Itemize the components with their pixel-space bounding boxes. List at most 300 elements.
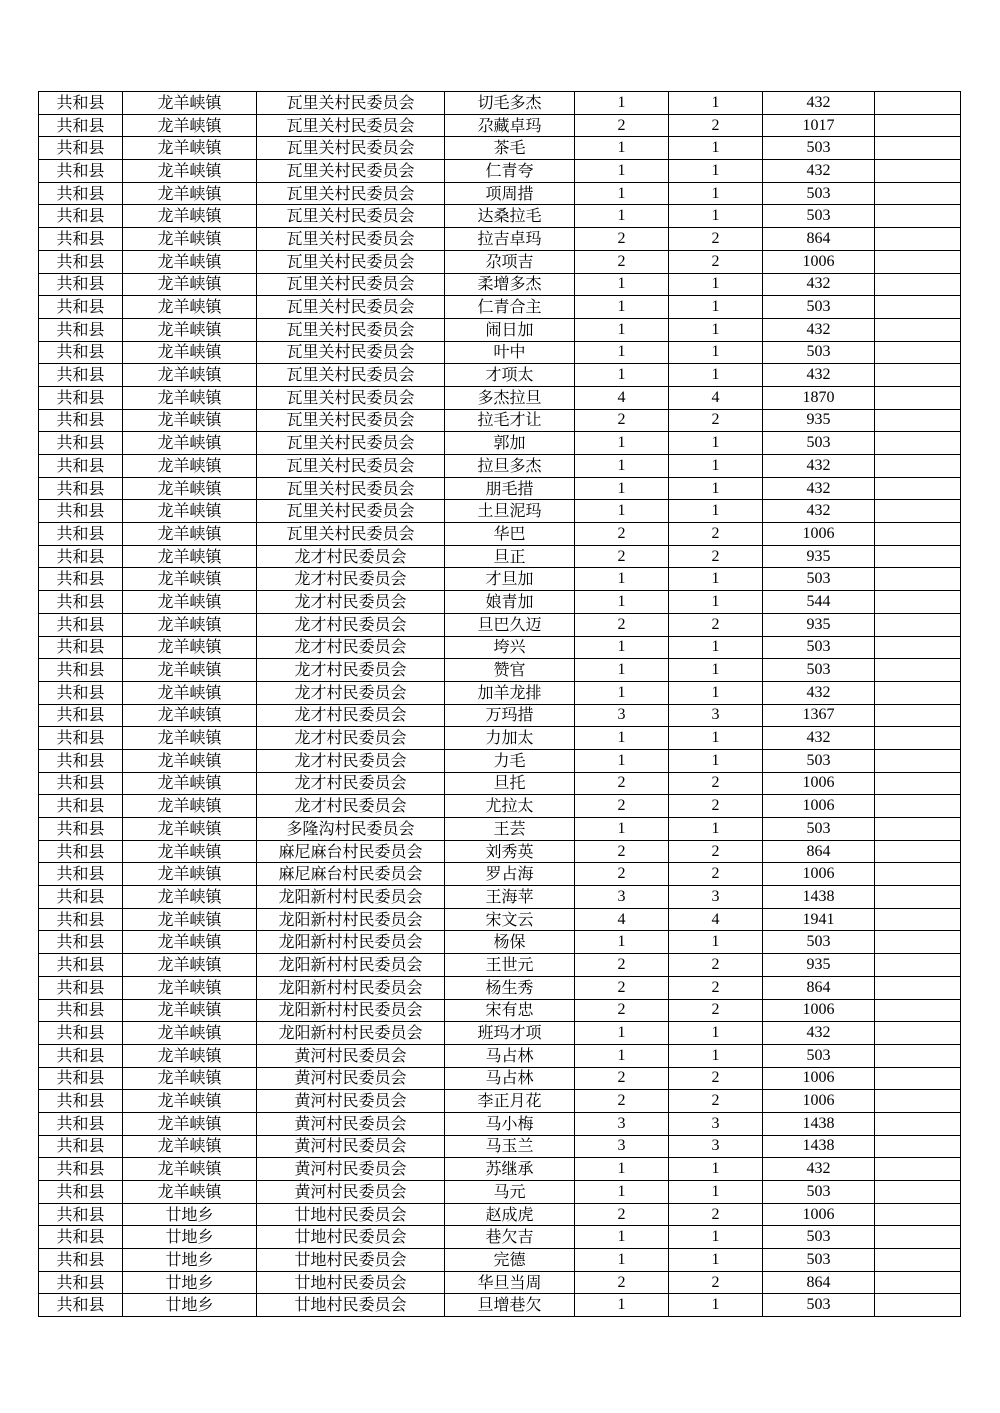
cell-name: 拉毛才让 (445, 409, 575, 432)
cell-county: 共和县 (39, 205, 123, 228)
cell-persons_b: 1 (669, 1181, 763, 1204)
cell-village: 瓦里关村民委员会 (257, 318, 445, 341)
cell-persons_b: 1 (669, 727, 763, 750)
cell-note (875, 1249, 961, 1272)
cell-persons_a: 2 (575, 976, 669, 999)
cell-persons_b: 1 (669, 1022, 763, 1045)
cell-amount: 1006 (763, 1067, 875, 1090)
cell-township: 龙羊峡镇 (123, 205, 257, 228)
cell-township: 龙羊峡镇 (123, 772, 257, 795)
cell-persons_a: 3 (575, 886, 669, 909)
cell-township: 龙羊峡镇 (123, 160, 257, 183)
cell-county: 共和县 (39, 1271, 123, 1294)
cell-amount: 544 (763, 591, 875, 614)
table-row (39, 636, 961, 659)
cell-name: 朋毛措 (445, 477, 575, 500)
cell-amount: 864 (763, 976, 875, 999)
cell-persons_b: 2 (669, 613, 763, 636)
cell-note (875, 749, 961, 772)
cell-note (875, 1158, 961, 1181)
cell-note (875, 613, 961, 636)
cell-persons_a: 1 (575, 455, 669, 478)
cell-persons_a: 2 (575, 545, 669, 568)
cell-persons_b: 2 (669, 863, 763, 886)
cell-village: 瓦里关村民委员会 (257, 160, 445, 183)
cell-persons_a: 1 (575, 477, 669, 500)
table-row (39, 500, 961, 523)
cell-amount: 1006 (763, 1090, 875, 1113)
cell-township: 龙羊峡镇 (123, 1112, 257, 1135)
cell-village: 瓦里关村民委员会 (257, 523, 445, 546)
cell-persons_b: 1 (669, 432, 763, 455)
cell-village: 龙阳新村村民委员会 (257, 976, 445, 999)
cell-amount: 1438 (763, 886, 875, 909)
cell-village: 龙才村民委员会 (257, 613, 445, 636)
cell-village: 瓦里关村民委员会 (257, 341, 445, 364)
cell-county: 共和县 (39, 568, 123, 591)
cell-name: 巷欠吉 (445, 1226, 575, 1249)
cell-county: 共和县 (39, 137, 123, 160)
table-row (39, 114, 961, 137)
cell-note (875, 591, 961, 614)
cell-persons_a: 3 (575, 1112, 669, 1135)
cell-county: 共和县 (39, 364, 123, 387)
cell-persons_b: 2 (669, 523, 763, 546)
table-row (39, 591, 961, 614)
cell-note (875, 1271, 961, 1294)
cell-county: 共和县 (39, 772, 123, 795)
cell-county: 共和县 (39, 863, 123, 886)
cell-amount: 503 (763, 636, 875, 659)
cell-county: 共和县 (39, 296, 123, 319)
table-row (39, 1112, 961, 1135)
cell-village: 瓦里关村民委员会 (257, 500, 445, 523)
cell-village: 龙才村民委员会 (257, 727, 445, 750)
cell-village: 龙才村民委员会 (257, 568, 445, 591)
cell-note (875, 954, 961, 977)
cell-township: 龙羊峡镇 (123, 182, 257, 205)
cell-village: 麻尼麻台村民委员会 (257, 863, 445, 886)
table-row (39, 999, 961, 1022)
cell-amount: 432 (763, 455, 875, 478)
cell-note (875, 114, 961, 137)
table-row (39, 92, 961, 115)
cell-township: 龙羊峡镇 (123, 749, 257, 772)
cell-township: 龙羊峡镇 (123, 296, 257, 319)
cell-county: 共和县 (39, 545, 123, 568)
cell-note (875, 341, 961, 364)
cell-village: 瓦里关村民委员会 (257, 92, 445, 115)
cell-amount: 503 (763, 818, 875, 841)
table-row (39, 568, 961, 591)
cell-persons_b: 4 (669, 386, 763, 409)
cell-persons_a: 1 (575, 1294, 669, 1317)
cell-persons_a: 2 (575, 1090, 669, 1113)
cell-note (875, 999, 961, 1022)
cell-village: 瓦里关村民委员会 (257, 432, 445, 455)
cell-persons_a: 1 (575, 182, 669, 205)
cell-note (875, 568, 961, 591)
cell-amount: 1017 (763, 114, 875, 137)
cell-persons_b: 1 (669, 273, 763, 296)
table-row (39, 182, 961, 205)
cell-persons_a: 2 (575, 1067, 669, 1090)
cell-county: 共和县 (39, 659, 123, 682)
cell-amount: 1006 (763, 523, 875, 546)
cell-persons_a: 2 (575, 795, 669, 818)
cell-persons_b: 4 (669, 908, 763, 931)
cell-township: 龙羊峡镇 (123, 341, 257, 364)
cell-name: 完德 (445, 1249, 575, 1272)
cell-amount: 1006 (763, 1203, 875, 1226)
cell-village: 麻尼麻台村民委员会 (257, 840, 445, 863)
cell-township: 龙羊峡镇 (123, 1022, 257, 1045)
cell-township: 龙羊峡镇 (123, 591, 257, 614)
cell-persons_b: 2 (669, 409, 763, 432)
cell-persons_b: 1 (669, 931, 763, 954)
cell-note (875, 386, 961, 409)
table-row (39, 545, 961, 568)
cell-persons_b: 1 (669, 818, 763, 841)
cell-county: 共和县 (39, 591, 123, 614)
cell-township: 龙羊峡镇 (123, 432, 257, 455)
cell-persons_a: 1 (575, 160, 669, 183)
cell-village: 黄河村民委员会 (257, 1158, 445, 1181)
cell-amount: 935 (763, 409, 875, 432)
cell-township: 龙羊峡镇 (123, 681, 257, 704)
cell-persons_b: 1 (669, 160, 763, 183)
cell-note (875, 1044, 961, 1067)
cell-name: 尕藏卓玛 (445, 114, 575, 137)
cell-note (875, 659, 961, 682)
cell-persons_a: 1 (575, 137, 669, 160)
cell-persons_a: 2 (575, 228, 669, 251)
records-table (38, 91, 961, 1317)
cell-persons_a: 1 (575, 591, 669, 614)
cell-name: 郭加 (445, 432, 575, 455)
cell-village: 黄河村民委员会 (257, 1135, 445, 1158)
cell-persons_a: 1 (575, 568, 669, 591)
cell-persons_a: 1 (575, 92, 669, 115)
cell-name: 达桑拉毛 (445, 205, 575, 228)
table-row (39, 659, 961, 682)
cell-village: 瓦里关村民委员会 (257, 409, 445, 432)
cell-county: 共和县 (39, 228, 123, 251)
cell-county: 共和县 (39, 160, 123, 183)
cell-amount: 503 (763, 659, 875, 682)
table-row (39, 386, 961, 409)
cell-persons_a: 1 (575, 931, 669, 954)
table-row (39, 795, 961, 818)
cell-amount: 432 (763, 477, 875, 500)
cell-persons_b: 1 (669, 500, 763, 523)
cell-name: 柔增多杰 (445, 273, 575, 296)
cell-village: 廿地村民委员会 (257, 1271, 445, 1294)
cell-name: 王芸 (445, 818, 575, 841)
cell-persons_b: 3 (669, 1135, 763, 1158)
cell-township: 龙羊峡镇 (123, 999, 257, 1022)
table-row (39, 681, 961, 704)
cell-amount: 432 (763, 364, 875, 387)
cell-township: 龙羊峡镇 (123, 636, 257, 659)
cell-persons_a: 1 (575, 1181, 669, 1204)
cell-township: 龙羊峡镇 (123, 92, 257, 115)
cell-name: 赞官 (445, 659, 575, 682)
cell-name: 李正月花 (445, 1090, 575, 1113)
cell-county: 共和县 (39, 1294, 123, 1317)
cell-name: 尤拉太 (445, 795, 575, 818)
cell-name: 旦正 (445, 545, 575, 568)
table-row (39, 1158, 961, 1181)
cell-county: 共和县 (39, 840, 123, 863)
cell-name: 马玉兰 (445, 1135, 575, 1158)
table-row (39, 1271, 961, 1294)
cell-township: 龙羊峡镇 (123, 409, 257, 432)
cell-name: 杨生秀 (445, 976, 575, 999)
cell-note (875, 727, 961, 750)
cell-name: 旦托 (445, 772, 575, 795)
table-row (39, 1022, 961, 1045)
cell-note (875, 228, 961, 251)
cell-persons_a: 1 (575, 205, 669, 228)
cell-note (875, 1135, 961, 1158)
table-row (39, 613, 961, 636)
cell-township: 龙羊峡镇 (123, 545, 257, 568)
cell-township: 龙羊峡镇 (123, 1181, 257, 1204)
cell-persons_a: 1 (575, 341, 669, 364)
cell-note (875, 432, 961, 455)
cell-persons_b: 2 (669, 228, 763, 251)
table-row (39, 772, 961, 795)
cell-persons_b: 1 (669, 137, 763, 160)
cell-name: 杨保 (445, 931, 575, 954)
cell-note (875, 908, 961, 931)
cell-county: 共和县 (39, 886, 123, 909)
cell-persons_a: 3 (575, 704, 669, 727)
cell-county: 共和县 (39, 999, 123, 1022)
cell-note (875, 500, 961, 523)
cell-township: 龙羊峡镇 (123, 704, 257, 727)
cell-county: 共和县 (39, 386, 123, 409)
cell-persons_a: 1 (575, 749, 669, 772)
cell-persons_b: 3 (669, 704, 763, 727)
table-row (39, 273, 961, 296)
cell-county: 共和县 (39, 636, 123, 659)
cell-persons_b: 1 (669, 591, 763, 614)
table-row (39, 886, 961, 909)
cell-note (875, 976, 961, 999)
cell-amount: 864 (763, 228, 875, 251)
cell-village: 瓦里关村民委员会 (257, 273, 445, 296)
cell-county: 共和县 (39, 1181, 123, 1204)
table-row (39, 1090, 961, 1113)
cell-note (875, 1022, 961, 1045)
cell-county: 共和县 (39, 523, 123, 546)
cell-village: 龙才村民委员会 (257, 772, 445, 795)
cell-township: 龙羊峡镇 (123, 863, 257, 886)
cell-county: 共和县 (39, 1090, 123, 1113)
cell-county: 共和县 (39, 704, 123, 727)
cell-township: 龙羊峡镇 (123, 455, 257, 478)
cell-persons_b: 1 (669, 296, 763, 319)
cell-village: 龙阳新村村民委员会 (257, 954, 445, 977)
cell-persons_a: 1 (575, 1044, 669, 1067)
cell-note (875, 1226, 961, 1249)
cell-note (875, 795, 961, 818)
cell-township: 龙羊峡镇 (123, 273, 257, 296)
cell-amount: 503 (763, 296, 875, 319)
cell-name: 尕项吉 (445, 250, 575, 273)
cell-note (875, 1112, 961, 1135)
cell-name: 加羊龙排 (445, 681, 575, 704)
cell-note (875, 1203, 961, 1226)
cell-amount: 503 (763, 568, 875, 591)
cell-persons_a: 1 (575, 727, 669, 750)
table-row (39, 250, 961, 273)
cell-township: 龙羊峡镇 (123, 886, 257, 909)
table-row (39, 818, 961, 841)
cell-village: 廿地村民委员会 (257, 1249, 445, 1272)
table-row (39, 1044, 961, 1067)
cell-village: 龙才村民委员会 (257, 659, 445, 682)
cell-name: 土旦泥玛 (445, 500, 575, 523)
cell-amount: 503 (763, 205, 875, 228)
cell-county: 共和县 (39, 455, 123, 478)
table-row (39, 931, 961, 954)
cell-amount: 1006 (763, 795, 875, 818)
cell-county: 共和县 (39, 976, 123, 999)
cell-amount: 432 (763, 160, 875, 183)
cell-village: 瓦里关村民委员会 (257, 114, 445, 137)
table-body (39, 92, 961, 1317)
cell-township: 龙羊峡镇 (123, 1067, 257, 1090)
cell-name: 班玛才项 (445, 1022, 575, 1045)
cell-county: 共和县 (39, 727, 123, 750)
cell-amount: 1006 (763, 863, 875, 886)
cell-township: 龙羊峡镇 (123, 1044, 257, 1067)
cell-township: 龙羊峡镇 (123, 1090, 257, 1113)
cell-county: 共和县 (39, 613, 123, 636)
table-row (39, 1249, 961, 1272)
cell-township: 龙羊峡镇 (123, 613, 257, 636)
cell-township: 龙羊峡镇 (123, 318, 257, 341)
cell-name: 闹日加 (445, 318, 575, 341)
cell-persons_b: 2 (669, 250, 763, 273)
cell-persons_b: 2 (669, 1271, 763, 1294)
cell-name: 力毛 (445, 749, 575, 772)
cell-village: 黄河村民委员会 (257, 1044, 445, 1067)
cell-name: 王世元 (445, 954, 575, 977)
cell-note (875, 704, 961, 727)
cell-persons_b: 2 (669, 772, 763, 795)
table-row (39, 1203, 961, 1226)
cell-village: 瓦里关村民委员会 (257, 296, 445, 319)
cell-persons_a: 3 (575, 1135, 669, 1158)
cell-amount: 864 (763, 840, 875, 863)
table-row (39, 228, 961, 251)
cell-note (875, 523, 961, 546)
cell-persons_b: 1 (669, 477, 763, 500)
cell-note (875, 318, 961, 341)
cell-township: 廿地乡 (123, 1294, 257, 1317)
cell-amount: 1006 (763, 772, 875, 795)
cell-persons_b: 2 (669, 795, 763, 818)
cell-name: 项周措 (445, 182, 575, 205)
cell-persons_b: 3 (669, 886, 763, 909)
cell-village: 瓦里关村民委员会 (257, 455, 445, 478)
cell-county: 共和县 (39, 1226, 123, 1249)
cell-amount: 432 (763, 92, 875, 115)
cell-persons_b: 1 (669, 318, 763, 341)
cell-persons_a: 1 (575, 1158, 669, 1181)
cell-persons_a: 4 (575, 386, 669, 409)
cell-county: 共和县 (39, 432, 123, 455)
cell-amount: 503 (763, 137, 875, 160)
table-row (39, 160, 961, 183)
cell-county: 共和县 (39, 250, 123, 273)
cell-amount: 935 (763, 613, 875, 636)
cell-persons_b: 1 (669, 364, 763, 387)
cell-persons_a: 2 (575, 840, 669, 863)
cell-name: 娘青加 (445, 591, 575, 614)
cell-persons_b: 2 (669, 1090, 763, 1113)
cell-persons_b: 1 (669, 205, 763, 228)
table-row (39, 863, 961, 886)
cell-village: 龙才村民委员会 (257, 591, 445, 614)
cell-note (875, 545, 961, 568)
table-row (39, 364, 961, 387)
cell-county: 共和县 (39, 341, 123, 364)
cell-persons_a: 2 (575, 114, 669, 137)
cell-township: 龙羊峡镇 (123, 840, 257, 863)
cell-persons_a: 1 (575, 1249, 669, 1272)
table-row (39, 727, 961, 750)
table-row (39, 318, 961, 341)
cell-amount: 1006 (763, 250, 875, 273)
cell-township: 龙羊峡镇 (123, 228, 257, 251)
cell-village: 黄河村民委员会 (257, 1181, 445, 1204)
cell-amount: 503 (763, 1226, 875, 1249)
cell-name: 垮兴 (445, 636, 575, 659)
table-row (39, 976, 961, 999)
cell-county: 共和县 (39, 273, 123, 296)
cell-county: 共和县 (39, 477, 123, 500)
cell-amount: 503 (763, 182, 875, 205)
cell-persons_b: 2 (669, 1067, 763, 1090)
cell-village: 龙阳新村村民委员会 (257, 999, 445, 1022)
cell-amount: 432 (763, 318, 875, 341)
cell-amount: 503 (763, 1294, 875, 1317)
cell-note (875, 477, 961, 500)
table-row (39, 908, 961, 931)
table-row (39, 432, 961, 455)
cell-county: 共和县 (39, 1022, 123, 1045)
cell-township: 龙羊峡镇 (123, 908, 257, 931)
cell-township: 龙羊峡镇 (123, 364, 257, 387)
cell-name: 切毛多杰 (445, 92, 575, 115)
cell-name: 仁青夸 (445, 160, 575, 183)
cell-persons_a: 1 (575, 818, 669, 841)
cell-name: 王海苹 (445, 886, 575, 909)
cell-name: 华巴 (445, 523, 575, 546)
cell-name: 马占林 (445, 1067, 575, 1090)
cell-amount: 1438 (763, 1112, 875, 1135)
cell-name: 宋文云 (445, 908, 575, 931)
cell-amount: 432 (763, 1022, 875, 1045)
table-row (39, 523, 961, 546)
cell-village: 多隆沟村民委员会 (257, 818, 445, 841)
cell-name: 华旦当周 (445, 1271, 575, 1294)
